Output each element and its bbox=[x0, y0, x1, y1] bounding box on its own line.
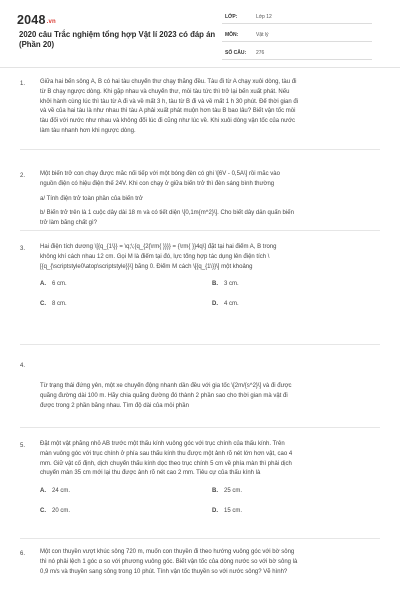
document-meta bbox=[222, 11, 372, 65]
divider bbox=[20, 149, 380, 150]
question-text: Từ trạng thái đứng yên, một xe chuyển động nhanh dần đều với gia tốc \[2m/{s^2}\] và đi được quãng đường dài 100 m. Hãy chia quãng đường đó thành 2 phần sao cho thời gian mà vật đi được trong 2 phần bằng nhau. Tìm độ dài của mỗi phần bbox=[40, 383, 292, 409]
option-c[interactable]: C. 20 cm. bbox=[40, 508, 71, 514]
option-a[interactable]: A. 6 cm. bbox=[40, 281, 67, 287]
option-d[interactable]: D. 4 cm. bbox=[212, 301, 239, 307]
divider bbox=[20, 538, 380, 539]
document-title: 2020 câu Trắc nghiệm tổng hợp Vật lí 2023 có đáp án (Phần 20) bbox=[19, 30, 216, 49]
option-b[interactable]: B. 25 cm. bbox=[212, 488, 243, 494]
question-text: Hai điện tích dương \[{q_{1\}} = \q;\;{q_{2{\rm{ }}}} = {\rm{ }}4q\] đặt tại hai điểm A, B trong không khí cách nhau 12 cm. Gọi M là điểm tại đó, lực tổng hợp tác dụng lên điện tích \ [{q_{\scriptstyle0\atop\scriptstyle}}\] bằng 0. Điểm M cách \[{q_{1\}}\] một khoảng bbox=[40, 244, 277, 270]
question-text: Đặt một vật phẳng nhỏ AB trước một thấu kính vuông góc với trục chính của thấu kính. Trên màn vuông góc với trục chính ở phía sau thấu kính thu được một ảnh rõ nét lớn hơn vật, cao 4 mm. Giữ vật cố định, dịch chuyển thấu kính dọc theo trục chính 5 cm về phía màn thì phải dịch chuyển màn 35 cm mới lại thu được ảnh rõ nét cao 2 mm. Tiêu cự của thấu kính là bbox=[40, 441, 293, 477]
divider bbox=[20, 230, 380, 231]
option-b[interactable]: B. 3 cm. bbox=[212, 281, 239, 287]
option-d[interactable]: D. 15 cm. bbox=[212, 508, 243, 514]
site-logo[interactable]: 2048.vn bbox=[17, 13, 56, 27]
option-c[interactable]: C. 8 cm. bbox=[40, 301, 67, 307]
page-header bbox=[0, 0, 400, 68]
divider bbox=[20, 344, 380, 345]
divider bbox=[20, 427, 380, 428]
meta-row-count: SỐ CÂU: 276 bbox=[222, 47, 372, 60]
option-a[interactable]: A. 24 cm. bbox=[40, 488, 71, 494]
meta-row-class: LỚP: Lớp 12 bbox=[222, 11, 372, 24]
question-text: Một con thuyền vượt khúc sông 720 m, muốn con thuyền đi theo hướng vuông góc với bờ sông thì nó phải lệch 1 góc α so với phương vuông góc. Biết vận tốc của dòng nước so với bờ sông là 0,9 m/s và thuyền sang sông trong 10 phút. Tính vận tốc thuyền so với nước sông? Vẽ hình? bbox=[40, 549, 298, 575]
question-text: Một biến trở con chạy được mắc nối tiếp với một bóng đèn có ghi \[6V - 0,5A\] rồi mắc vào nguồn điện có hiệu điện thế 24V. Khi con chạy ở giữa biến trở thì đèn sáng bình thường a/ Tính điện trở toàn phần của biến trở b/ Biến trở trên là 1 cuộc dây dài 18 m và có tiết diện \[0,1m{m^2}\]. Cho biết dây dẫn quấn biến trở làm bằng chất gì? bbox=[40, 171, 294, 227]
meta-row-subject: MÔN: Vật lý bbox=[222, 29, 372, 42]
question-text: Giữa hai bến sông A, B có hai tàu chuyển thư chạy thẳng đều. Tàu đi từ A chạy xuôi dòng, tàu đi từ B chạy ngược dòng. Khi gặp nhau và chuyển thư, mỗi tàu tức thì trở lại bến xuất phát. Nếu khởi hành cùng lúc thì tàu từ A đi và về mất 3 h, tàu từ B đi và về mất 1 h 30 phút. Để thời gian đi và về của hai tàu là như nhau thì tàu A phải xuất phát muộn hơn tàu B bao lâu? Biết vận tốc mỗi tàu đối với nước như nhau và không đổi lúc đi cũng như lúc về. Khi xuôi dòng vận tốc của nước làm tàu nhanh hơn khi ngược dòng. bbox=[40, 79, 299, 134]
